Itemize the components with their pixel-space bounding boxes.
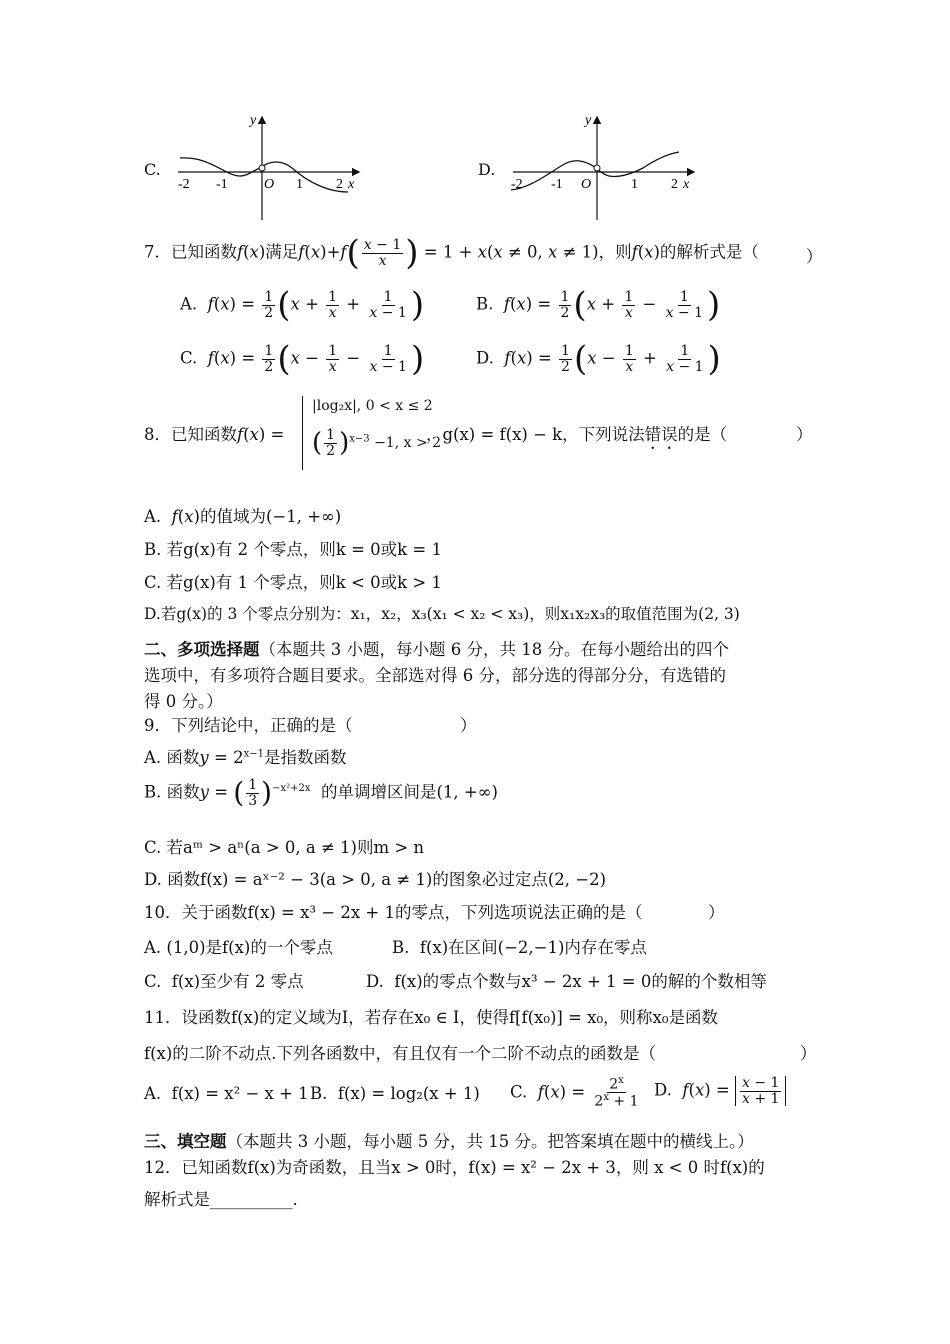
q8-piece2: ( $\frac{1}{2}$ )$^{x-3}$ −1, x > 2 — [312, 427, 442, 459]
option-label: A. — [180, 294, 198, 314]
graph-d-hole — [594, 165, 600, 171]
section2-line2: 选项中，有多项符合题目要求。全部选对得 6 分，部分选的得部分分，有选错的 — [144, 666, 726, 685]
q8-option-a[interactable]: A. f(x)的值域为(−1, +∞) — [144, 507, 342, 526]
q11-option-c[interactable]: C. f(x) = $\frac{2^x}{2^x + 1}$ — [510, 1075, 639, 1110]
q8-stem-rest — [426, 421, 727, 453]
option-label: A. — [144, 938, 162, 957]
option-sign: − — [346, 348, 361, 368]
option-sign: − — [305, 348, 319, 368]
option-label: D. — [476, 348, 494, 368]
option-text: 若g(x)有 1 个零点，则k < 0或k > 1 — [166, 573, 442, 592]
option-sign: + — [643, 348, 657, 368]
option-text: 的值域为(−1, +∞) — [199, 507, 342, 526]
q7-close: ） — [806, 247, 823, 266]
graph-d-curve — [511, 152, 679, 190]
graph-d-tick: 2 — [671, 177, 678, 192]
graph-d-y-label: y — [585, 113, 592, 128]
option-label: B. — [310, 1084, 328, 1103]
q11-option-d[interactable]: D. f(x) = $\frac{x - 1}{x + 1}$ — [654, 1076, 786, 1106]
option-label: A. — [144, 507, 162, 526]
q7-option-a[interactable]: A. f(x) = $\frac{1}{2}$ (x + $\frac{1}{x}$ + $\frac{1}{x - 1}$ ) — [180, 285, 425, 325]
q8-piece1: |log₂x|, 0 < x ≤ 2 — [312, 398, 433, 414]
graph-c-x-label: x — [348, 177, 355, 192]
q8-emphasis: 错误 — [644, 425, 678, 444]
q10-option-c[interactable] — [144, 968, 304, 992]
option-label: B. — [476, 294, 494, 314]
option-text: f(x)至少有 2 零点 — [171, 972, 304, 991]
graph-d-tick: -2 — [511, 177, 523, 192]
option-text: 若g(x)的 3 个零点分别为：x₁，x₂，x₃(x₁ < x₂ < x₃)，则x₁x₂x₃的取值范围为(2, 3) — [160, 605, 740, 623]
option-label: C. — [144, 838, 162, 857]
q9-option-d[interactable] — [144, 866, 606, 890]
q8-lead-text: 8．已知函数 — [144, 425, 237, 444]
q11-option-a[interactable] — [144, 1084, 309, 1103]
q10-close: ） — [708, 903, 725, 922]
q7-stem: 7．已知函数f(x)满足f(x)+f( $\frac{x - 1}{x}$ ) = 1 + x(x ≠ 0, x ≠ 1)，则f(x)的解析式是（ — [144, 233, 759, 273]
section2-title: 二、多项选择题 — [144, 640, 260, 659]
q11-line1: 11．设函数f(x)的定义域为I，若存在x₀ ∈ I，使得f[f(x₀)] = x₀，则称x₀是函数 — [144, 1008, 718, 1027]
q9-option-c[interactable] — [144, 834, 424, 858]
graph-d-tick: -1 — [551, 177, 563, 192]
q10-stem: 10．关于函数f(x) = x³ − 2x + 1的零点，下列选项说法正确的是（ — [144, 903, 643, 922]
option-text: 若aᵐ > aⁿ(a > 0, a ≠ 1)则m > n — [166, 838, 425, 857]
section3-title: 三、填空题 — [144, 1132, 227, 1151]
q7-option-c[interactable]: C. f(x) = $\frac{1}{2}$ (x − $\frac{1}{x}$ − $\frac{1}{x - 1}$ ) — [180, 339, 425, 379]
option-label: B. — [392, 938, 410, 957]
option-tail: 是指数函数 — [263, 748, 347, 767]
q8-option-b[interactable] — [144, 536, 442, 560]
graph-c-tick: 1 — [296, 177, 303, 192]
q7-lead: 7．已知函数 — [144, 242, 237, 262]
graph-d-tick: 1 — [631, 177, 638, 192]
option-sign: + — [305, 294, 319, 314]
option-label: B. — [144, 782, 162, 802]
section2-line1 — [144, 636, 729, 660]
option-sign: + — [346, 294, 361, 314]
option-label: C. — [510, 1082, 528, 1102]
q9-close: ） — [460, 716, 477, 735]
q10-option-a[interactable] — [144, 934, 333, 958]
section2-desc1: （本题共 3 小题，每小题 6 分，共 18 分。在每小题给出的四个 — [259, 640, 729, 659]
q7-text1: 满足 — [265, 242, 299, 262]
option-label: C. — [144, 972, 162, 991]
section3-line — [144, 1128, 754, 1152]
graph-d-label: D. — [478, 160, 496, 179]
option-sign: + — [601, 294, 616, 314]
q8-option-d[interactable] — [144, 602, 740, 624]
section3-desc: （本题共 3 小题，每小题 5 分，共 15 分。把答案填在题中的横线上。） — [226, 1132, 754, 1151]
option-sign: − — [642, 294, 657, 314]
option-text: (1,0)是f(x)的一个零点 — [166, 938, 333, 957]
q9-option-a[interactable]: A. 函数$y = 2^{x-1}$是指数函数 — [144, 748, 347, 767]
option-label: D. — [144, 870, 162, 889]
q7-option-d[interactable]: D. f(x) = $\frac{1}{2}$ (x − $\frac{1}{x}$ + $\frac{1}{x - 1}$ ) — [476, 339, 721, 379]
option-text: 若g(x)有 2 个零点，则k = 0或k = 1 — [166, 540, 442, 559]
option-text: f(x)的零点个数与x³ − 2x + 1 = 0的解的个数相等 — [394, 972, 767, 991]
option-label: A. — [144, 748, 162, 767]
option-text: f(x)在区间(−2,−1)内存在零点 — [419, 938, 647, 957]
option-text: f(x) = x² − x + 1 — [171, 1084, 309, 1103]
q12-line2 — [144, 1186, 298, 1210]
q11-option-b[interactable] — [310, 1084, 480, 1103]
option-text: 函数 — [166, 748, 200, 767]
q8-lead: 8．已知函数f(x) = — [144, 425, 285, 444]
q11-close: ） — [800, 1044, 817, 1063]
option-text: 函数 — [166, 782, 200, 802]
answer-blank[interactable]: __________ — [210, 1190, 293, 1209]
option-label: C. — [180, 348, 198, 368]
q7-text3: 的解析式是（ — [659, 242, 759, 262]
q8-brace — [302, 396, 309, 470]
option-label: A. — [144, 1084, 162, 1103]
q7-text2: ，则 — [598, 242, 632, 262]
graph-c-hole — [259, 165, 265, 171]
graph-c-y-label: y — [250, 113, 257, 128]
q11-line2: f(x)的二阶不动点.下列各函数中，有且仅有一个二阶不动点的函数是（ — [144, 1044, 657, 1063]
option-sign: − — [601, 348, 616, 368]
q12-line2-text: 解析式是 — [144, 1190, 210, 1209]
graph-c-origin: O — [264, 177, 275, 192]
option-label: C. — [144, 573, 162, 592]
q8-option-c[interactable] — [144, 569, 442, 593]
q12-end: . — [292, 1190, 298, 1209]
option-label: B. — [144, 540, 162, 559]
q9-stem — [144, 712, 353, 736]
graph-c-tick: -2 — [178, 177, 190, 192]
q9-option-b[interactable]: B. 函数y = ( $\frac{1}{3}$ )$^{-x^2+2x}$ 的单调增区间是(1, +∞) — [144, 776, 498, 810]
q8-piece2-tail: −1, x > 2 — [374, 435, 442, 452]
graph-c-figure — [170, 112, 370, 224]
q8-tail: 的是（ — [677, 425, 728, 444]
graph-c-label: C. — [144, 160, 161, 179]
option-label: D. — [366, 972, 384, 991]
q10-option-d[interactable] — [366, 968, 767, 992]
graph-c-tick: -1 — [216, 177, 228, 192]
graph-d-x-label: x — [683, 177, 690, 192]
q10-option-b[interactable] — [392, 934, 647, 958]
option-text: f(x) = log₂(x + 1) — [337, 1084, 480, 1103]
q7-option-b[interactable]: B. f(x) = $\frac{1}{2}$ (x + $\frac{1}{x}$ − $\frac{1}{x - 1}$ ) — [476, 285, 721, 325]
q12-line1: 12．已知函数f(x)为奇函数，且当x > 0时，f(x) = x² − 2x + 3，则 x < 0 时f(x)的 — [144, 1158, 765, 1177]
graph-d-figure — [505, 112, 705, 224]
option-label: D. — [144, 605, 161, 623]
section2-line3: 得 0 分。） — [144, 692, 223, 711]
option-tail: 的单调增区间是(1, +∞) — [321, 782, 498, 802]
option-label: D. — [654, 1080, 672, 1100]
graph-c-tick: 2 — [336, 177, 343, 192]
q8-mid: ，g(x) = f(x) − k，下列说法 — [426, 425, 645, 444]
graph-d-origin: O — [581, 177, 592, 192]
q8-close: ） — [796, 425, 813, 444]
q9-stem-text: 9．下列结论中，正确的是（ — [144, 716, 353, 735]
option-text: 函数f(x) = aˣ⁻² − 3(a > 0, a ≠ 1)的图象必过定点(2, −2) — [167, 870, 607, 889]
